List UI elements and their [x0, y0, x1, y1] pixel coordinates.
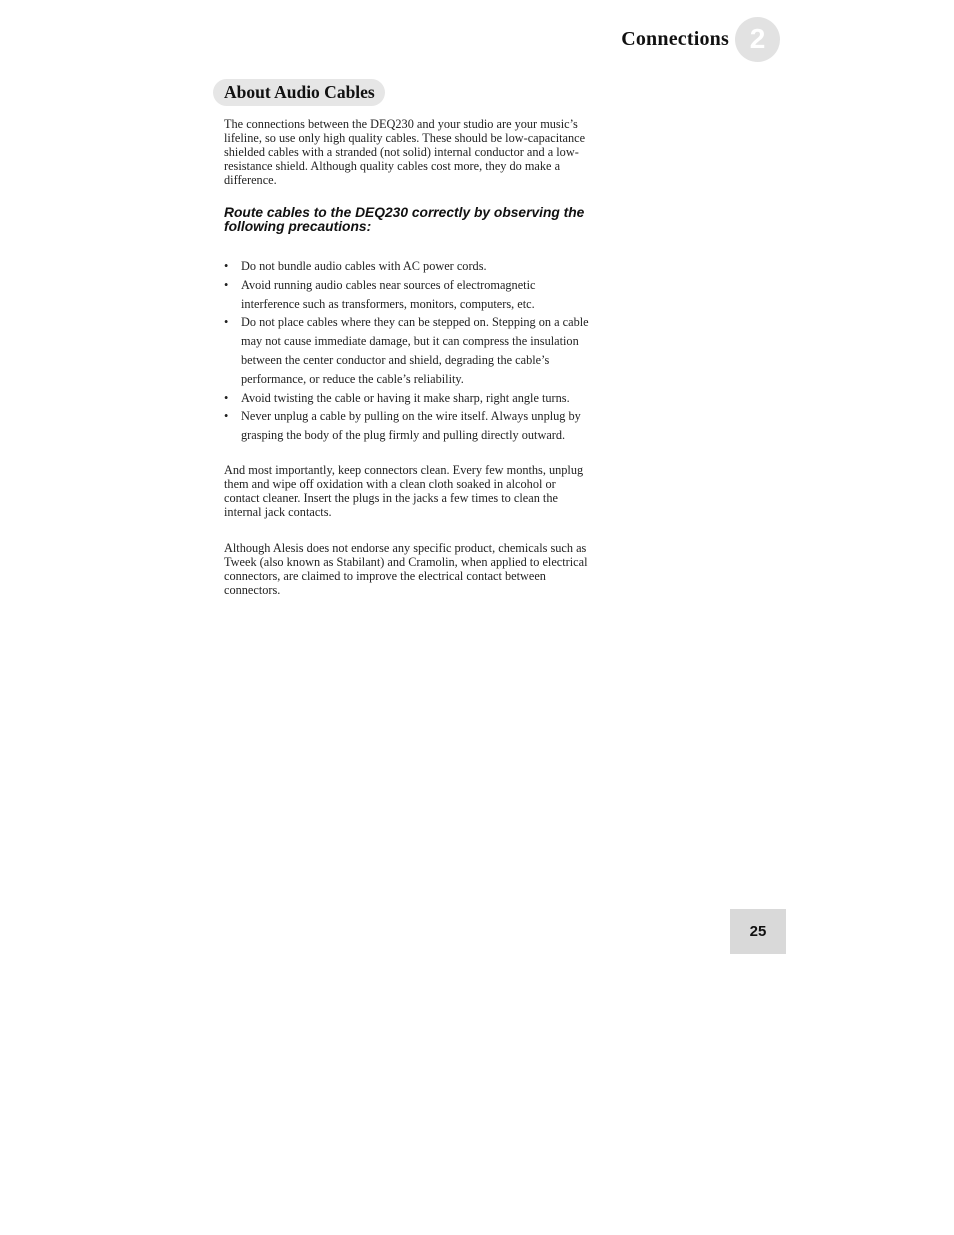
chapter-number-badge: 2 — [735, 17, 780, 62]
bullet-icon: • — [224, 409, 229, 424]
list-item — [224, 257, 594, 276]
intro-paragraph: The connections between the DEQ230 and your studio are your music’s lifeline, so use only high quality cables. These should be low-capacitance shielded cables with a stranded (not solid) internal conductor and a low-resistance shield. Although quality cables cost more, they do make a difference. — [224, 117, 586, 187]
page-content — [224, 117, 594, 597]
list-item-text: Avoid running audio cables near sources of electromagnetic interference such as transformers, monitors, computers, etc. — [241, 277, 536, 311]
list-item — [224, 276, 594, 314]
list-item-text: Do not place cables where they can be stepped on. Stepping on a cable may not cause immediate damage, but it can compress the insulation between the center conductor and shield, degrading the cable’s performance, or reduce the cable’s reliability. — [241, 315, 589, 386]
list-item — [224, 407, 594, 445]
list-item — [224, 313, 594, 388]
precautions-subheading: Route cables to the DEQ230 correctly by observing the following precautions: — [224, 205, 585, 234]
clean-connectors-paragraph: And most importantly, keep connectors clean. Every few months, unplug them and wipe off oxidation with a clean cloth soaked in alcohol or contact cleaner. Insert the plugs in the jacks a few times to clean the internal jack contacts. — [224, 462, 584, 519]
endorsement-paragraph: Although Alesis does not endorse any specific product, chemicals such as Tweek (also known as Stabilant) and Cramolin, when applied to electrical connectors, are claimed to improve the electrical contact between connectors. — [224, 540, 588, 597]
list-item-text: Avoid twisting the cable or having it make sharp, right angle turns. — [241, 390, 570, 405]
section-title: About Audio Cables — [224, 82, 375, 102]
page-number: 25 — [730, 909, 786, 954]
precautions-list — [224, 257, 594, 445]
list-item-text: Never unplug a cable by pulling on the wire itself. Always unplug by grasping the body of the plug firmly and pulling directly outward. — [241, 409, 581, 443]
bullet-icon: • — [224, 390, 229, 405]
bullet-icon: • — [224, 259, 229, 273]
chapter-header — [621, 16, 780, 62]
chapter-title: Connections — [621, 27, 729, 50]
bullet-icon: • — [224, 277, 229, 292]
bullet-icon: • — [224, 315, 229, 330]
list-item — [224, 389, 594, 408]
section-heading — [213, 79, 385, 106]
list-item-text: Do not bundle audio cables with AC power cords. — [241, 259, 487, 273]
